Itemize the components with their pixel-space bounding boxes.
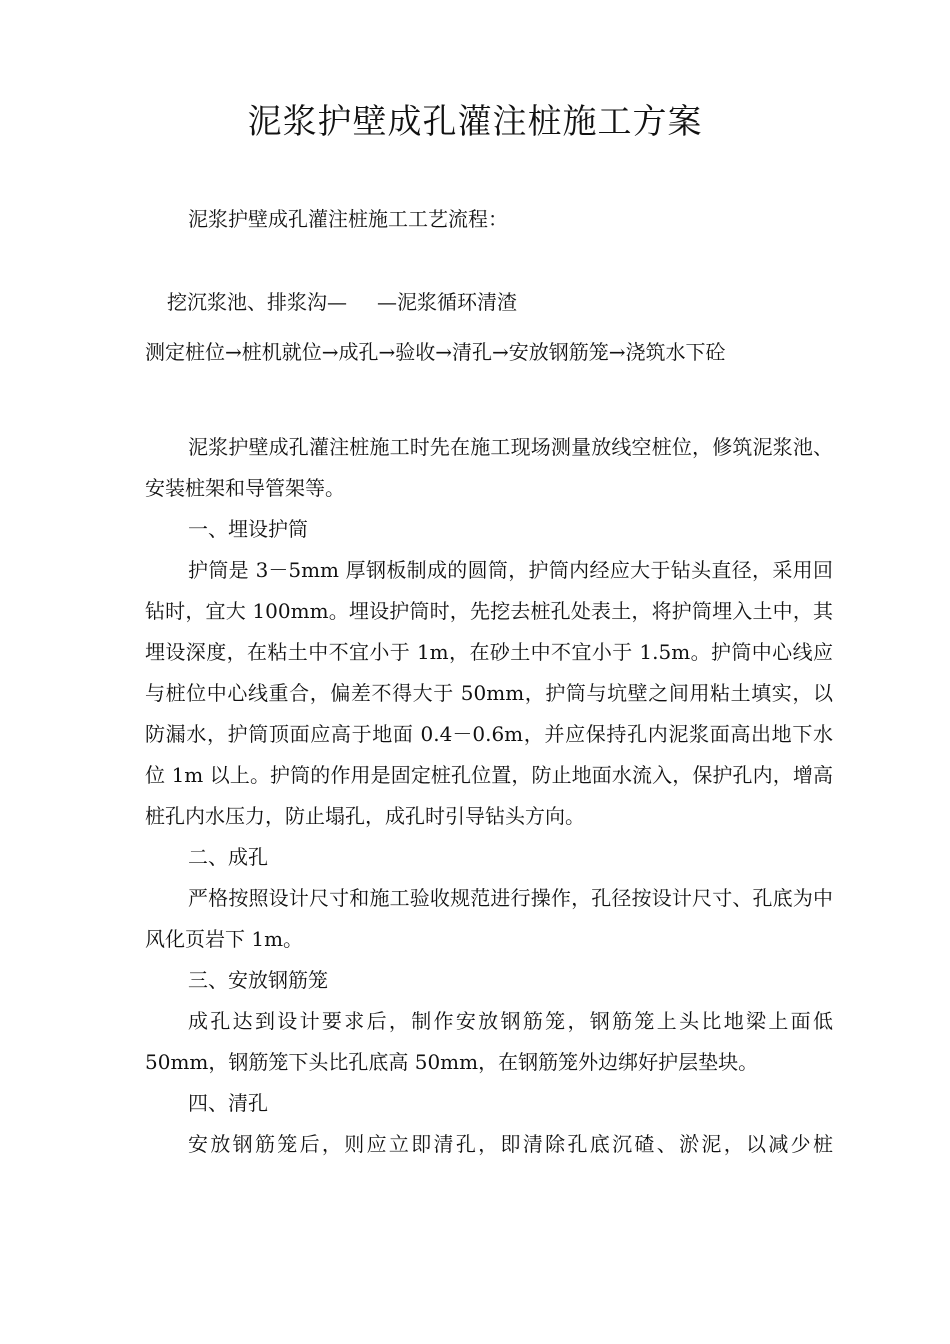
process-flow-heading: 泥浆护壁成孔灌注桩施工工艺流程：: [188, 207, 508, 231]
section-heading-hole-cleaning: 四、清孔: [188, 1091, 268, 1115]
section-heading-drilling: 二、成孔: [188, 845, 268, 869]
process-flow-main-line: 测定桩位→桩机就位→成孔→验收→清孔→安放钢筋笼→浇筑水下砼: [145, 340, 726, 364]
section-text-drilling: 严格按照设计尺寸和施工验收规范进行操作，孔径按设计尺寸、孔底为中风化页岩下 1m。: [145, 886, 833, 951]
flow-branch-left: 挖沉浆池、排浆沟—: [167, 290, 347, 314]
document-title: 泥浆护壁成孔灌注桩施工方案: [247, 102, 703, 142]
section-text-rebar-cage: 成孔达到设计要求后，制作安放钢筋笼，钢筋笼上头比地梁上面低 50mm，钢筋笼下头比孔底高 50mm，在钢筋笼外边绑好护层垫块。: [145, 1009, 833, 1074]
section-text-hole-cleaning: 安放钢筋笼后，则应立即清孔，即清除孔底沉碴、淤泥，以减少桩: [188, 1132, 833, 1156]
intro-paragraph: 泥浆护壁成孔灌注桩施工时先在施工现场测量放线空桩位，修筑泥浆池、安装桩架和导管架等。: [145, 435, 833, 500]
section-heading-casing: 一、埋设护筒: [188, 517, 308, 541]
flow-branch-right: —泥浆循环清渣: [377, 290, 517, 314]
process-flow-branch-line: [167, 287, 517, 317]
document-body: [145, 427, 833, 1165]
section-text-casing: 护筒是 3－5mm 厚钢板制成的圆筒，护筒内经应大于钻头直径，采用回钻时，宜大 100mm。埋设护筒时，先挖去桩孔处表土，将护筒埋入土中，其埋设深度，在粘土中不宜小于 1m，在砂土中不宜小于 1.5m。护筒中心线应与桩位中心线重合，偏差不得大于 50mm，护筒与坑壁之间用粘土填实，以防漏水，护筒顶面应高于地面 0.4－0.6m，并应保持孔内泥浆面高出地下水位 1m 以上。护筒的作用是固定桩孔位置，防止地面水流入，保护孔内，增高桩孔内水压力，防止塌孔，成孔时引导钻头方向。: [145, 558, 833, 828]
section-heading-rebar-cage: 三、安放钢筋笼: [188, 968, 328, 992]
